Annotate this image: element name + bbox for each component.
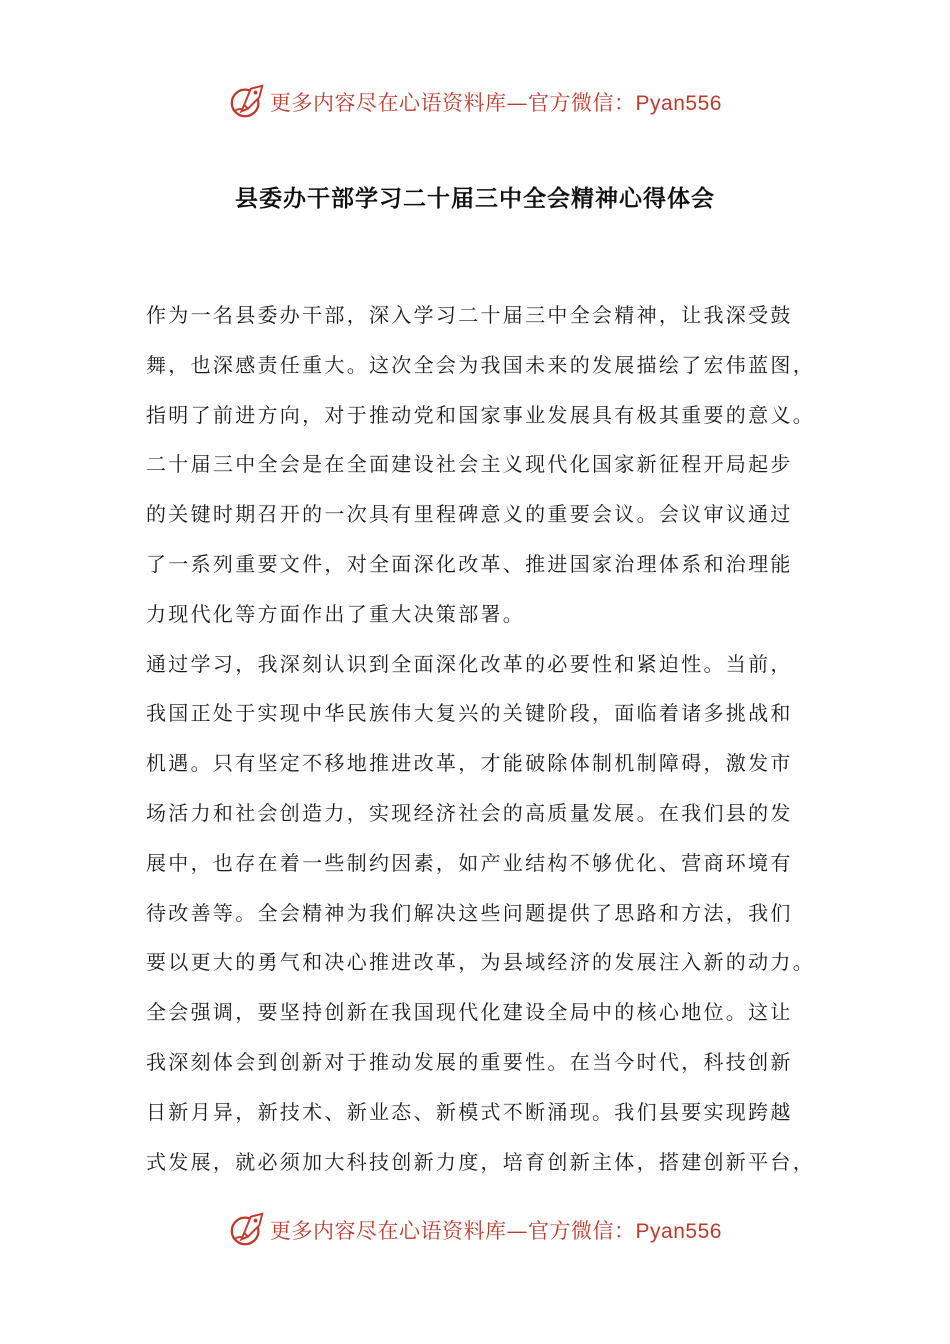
text-line: 全会强调，要坚持创新在我国现代化建设全局中的核心地位。这让 (146, 1000, 793, 1025)
text-line: 展中，也存在着一些制约因素，如产业结构不够优化、营商环境有 (146, 850, 793, 875)
banner-text: 更多内容尽在心语资料库—官方微信：Pyan556 (270, 91, 722, 115)
text-line: 要以更大的勇气和决心推进改革，为县域经济的发展注入新的动力。 (146, 950, 815, 975)
text-line: 式发展，就必须加大科技创新力度，培育创新主体，搭建创新平台， (146, 1149, 815, 1174)
banner-text: 更多内容尽在心语资料库—官方微信：Pyan556 (270, 1219, 722, 1243)
text-line: 日新月异，新技术、新业态、新模式不断涌现。我们县要实现跨越 (146, 1099, 793, 1124)
text-line: 舞，也深感责任重大。这次全会为我国未来的发展描绘了宏伟蓝图， (146, 352, 815, 377)
text-line: 我深刻体会到创新对于推动发展的重要性。在当今时代，科技创新 (146, 1049, 793, 1074)
document-title: 县委办干部学习二十届三中全会精神心得体会 (235, 186, 715, 212)
text-line: 了一系列重要文件，对全面深化改革、推进国家治理体系和治理能 (146, 551, 793, 576)
wechat-id: Pyan556 (635, 92, 722, 115)
text-line: 指明了前进方向，对于推动党和国家事业发展具有极其重要的意义。 (146, 402, 815, 427)
text-line: 作为一名县委办干部，深入学习二十届三中全会精神，让我深受鼓 (146, 303, 793, 327)
text-line: 力现代化等方面作出了重大决策部署。 (146, 601, 526, 626)
document-body (146, 291, 815, 1187)
text-line: 场活力和社会创造力，实现经济社会的高质量发展。在我们县的发 (146, 800, 793, 825)
text-line: 机遇。只有坚定不移地推进改革，才能破除体制机制障碍，激发市 (146, 751, 793, 776)
footer-banner (0, 1208, 950, 1252)
text-line: 通过学习，我深刻认识到全面深化改革的必要性和紧迫性。当前， (146, 651, 793, 676)
text-line: 待改善等。全会精神为我们解决这些问题提供了思路和方法，我们 (146, 900, 793, 925)
text-line: 我国正处于实现中华民族伟大复兴的关键阶段，面临着诸多挑战和 (146, 701, 793, 726)
text-line: 的关键时期召开的一次具有里程碑意义的重要会议。会议审议通过 (146, 502, 793, 527)
wechat-id: Pyan556 (635, 1220, 722, 1243)
pen-nib-logo-icon (228, 83, 266, 121)
pen-nib-logo-icon (228, 1211, 266, 1249)
text-line: 二十届三中全会是在全面建设社会主义现代化国家新征程开局起步 (146, 452, 793, 477)
header-banner (0, 80, 950, 124)
